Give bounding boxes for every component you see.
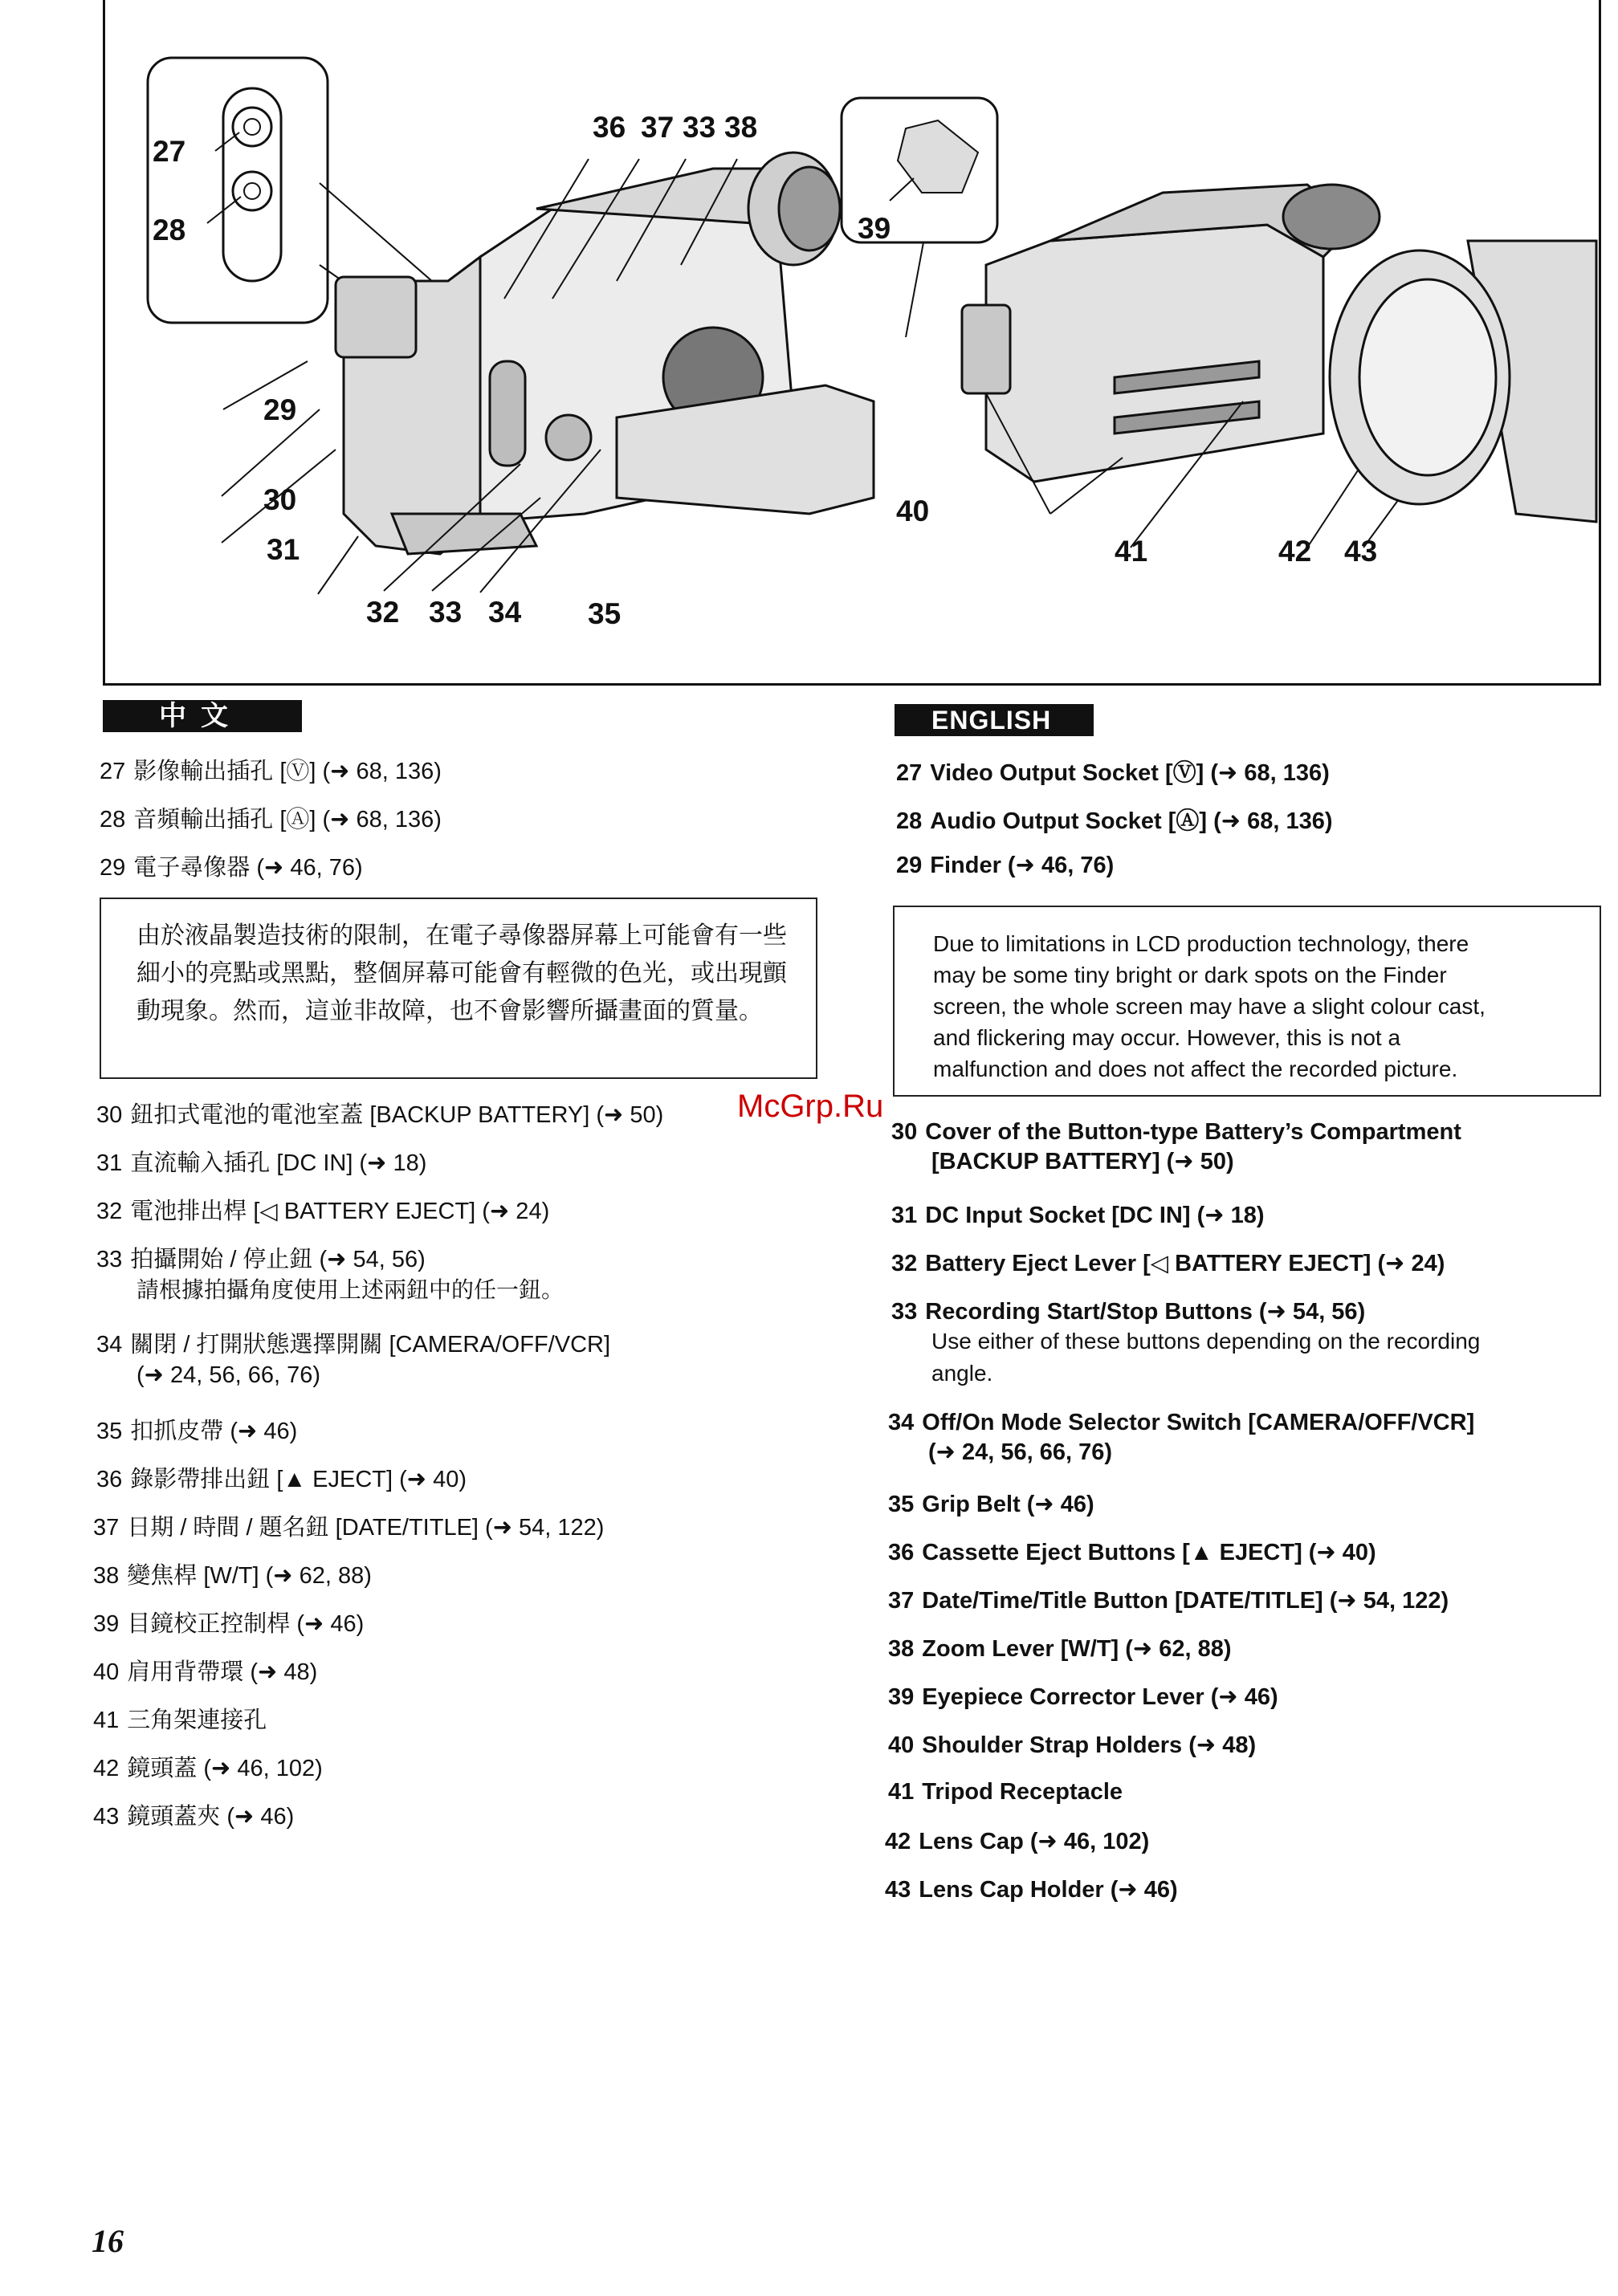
english-section-header: ENGLISH [895, 704, 1094, 736]
en-item-41: 41 Tripod Receptacle [888, 1779, 1123, 1805]
english-note-box [893, 906, 1601, 1097]
page-number: 16 [92, 2223, 124, 2259]
zh-item-38: 38 變焦桿 [W/T] (➜ 62, 88) [93, 1563, 372, 1589]
zh-item-29: 29 電子尋像器 (➜ 46, 76) [100, 855, 363, 881]
zh-item-36: 36 錄影帶排出鈕 [▲ EJECT] (➜ 40) [96, 1467, 467, 1492]
zh-item-27: 27 影像輸出插孔 [Ⓥ] (➜ 68, 136) [100, 759, 442, 784]
callout-42: 42 [1278, 535, 1312, 568]
zh-item-28: 28 音頻輸出插孔 [Ⓐ] (➜ 68, 136) [100, 807, 442, 833]
zh-item-40: 40 肩用背帶環 (➜ 48) [93, 1659, 318, 1685]
zh-item-37: 37 日期 / 時間 / 題名鈕 [DATE/TITLE] (➜ 54, 122) [93, 1515, 605, 1541]
callout-31: 31 [267, 533, 300, 566]
zh-item-33: 33 拍攝開始 / 停止鈕 (➜ 54, 56) 請根據拍攝角度使用上述兩鈕中的任一鈕。 [96, 1241, 564, 1306]
en-item-38: 38 Zoom Lever [W/T] (➜ 62, 88) [888, 1636, 1232, 1662]
callout-29: 29 [263, 393, 297, 426]
en-item-42: 42 Lens Cap (➜ 46, 102) [885, 1829, 1150, 1854]
zh-item-33-note: 請根據拍攝角度使用上述兩鈕中的任一鈕。 [137, 1277, 564, 1302]
en-item-34-cont: (➜ 24, 56, 66, 76) [928, 1439, 1113, 1465]
callout-43: 43 [1344, 535, 1378, 568]
callout-39: 39 [858, 212, 891, 245]
en-item-35: 35 Grip Belt (➜ 46) [888, 1492, 1094, 1517]
en-item-43: 43 Lens Cap Holder (➜ 46) [885, 1877, 1178, 1903]
zh-item-43: 43 鏡頭蓋夾 (➜ 46) [93, 1804, 295, 1830]
zh-item-41: 41 三角架連接孔 [93, 1708, 267, 1733]
en-item-30-cont: [BACKUP BATTERY] (➜ 50) [931, 1149, 1234, 1174]
english-note-line: may be some tiny bright or dark spots on the Finder [933, 963, 1447, 987]
en-item-30: 30 Cover of the Button-type Battery’s Compartment [BACKUP BATTERY] (➜ 50) [891, 1119, 1461, 1178]
en-item-32: 32 Battery Eject Lever [◁ BATTERY EJECT] (➜ 24) [891, 1251, 1445, 1276]
en-item-39: 39 Eyepiece Corrector Lever (➜ 46) [888, 1684, 1278, 1710]
callout-30: 30 [263, 483, 297, 516]
english-note-text [933, 928, 1575, 1085]
english-note-line: screen, the whole screen may have a slight colour cast, [933, 994, 1486, 1019]
callout-41: 41 [1115, 535, 1148, 568]
en-item-33-note-2: angle. [931, 1361, 993, 1386]
callout-27: 27 [153, 135, 186, 168]
callout-28: 28 [153, 214, 186, 246]
english-note-line: malfunction and does not affect the recorded picture. [933, 1056, 1458, 1081]
zh-item-39: 39 目鏡校正控制桿 (➜ 46) [93, 1611, 365, 1637]
zh-item-32: 32 電池排出桿 [◁ BATTERY EJECT] (➜ 24) [96, 1199, 550, 1224]
en-item-40: 40 Shoulder Strap Holders (➜ 48) [888, 1732, 1257, 1758]
callout-34: 34 [488, 596, 522, 629]
watermark: McGrp.Ru [737, 1089, 884, 1124]
callout-33: 33 [429, 596, 463, 629]
chinese-note-box [100, 898, 817, 1079]
camcorder-illustration [103, 0, 1601, 687]
en-item-27: 27 Video Output Socket [Ⓥ] (➜ 68, 136) [896, 760, 1330, 786]
chinese-note-text: 由於液晶製造技術的限制，在電子尋像器屏幕上可能會有一些細小的亮點或黑點，整個屏幕可能會有輕微的色光，或出現顫動現象。然而，這並非故障，也不會影響所攝畫面的質量。 [137, 922, 787, 1024]
en-item-36: 36 Cassette Eject Buttons [▲ EJECT] (➜ 40) [888, 1540, 1376, 1565]
callout-35: 35 [588, 597, 622, 630]
callout-38: 38 [724, 111, 758, 144]
en-item-28: 28 Audio Output Socket [Ⓐ] (➜ 68, 136) [896, 808, 1333, 834]
camcorder-left-view [336, 153, 874, 554]
lens-cap-view [1330, 241, 1596, 522]
en-item-33-note-1: Use either of these buttons depending on the recording [931, 1329, 1481, 1354]
en-item-31: 31 DC Input Socket [DC IN] (➜ 18) [891, 1203, 1265, 1228]
en-item-37: 37 Date/Time/Title Button [DATE/TITLE] (➜ 54, 122) [888, 1588, 1449, 1614]
zh-item-42: 42 鏡頭蓋 (➜ 46, 102) [93, 1756, 323, 1781]
zh-item-30: 30 鈕扣式電池的電池室蓋 [BACKUP BATTERY] (➜ 50) [96, 1102, 664, 1128]
callout-36: 36 [593, 111, 626, 144]
zh-item-35: 35 扣抓皮帶 (➜ 46) [96, 1419, 298, 1444]
chinese-section-header: 中文 [103, 700, 302, 732]
en-item-34: 34 Off/On Mode Selector Switch [CAMERA/OFF/VCR] (➜ 24, 56, 66, 76) [888, 1410, 1474, 1468]
camcorder-right-view [962, 185, 1380, 482]
zh-item-34-cont: (➜ 24, 56, 66, 76) [137, 1362, 321, 1388]
socket-inset [148, 58, 328, 323]
callout-37: 37 [641, 111, 675, 144]
english-note-line: Due to limitations in LCD production technology, there [933, 931, 1469, 956]
callout-33b: 33 [683, 111, 716, 144]
en-item-29: 29 Finder (➜ 46, 76) [896, 853, 1115, 878]
callout-40: 40 [896, 495, 930, 527]
zh-item-34: 34 關閉 / 打開狀態選擇開關 [CAMERA/OFF/VCR] (➜ 24, 56, 66, 76) [96, 1326, 610, 1391]
callout-32: 32 [366, 596, 400, 629]
english-note-line: and flickering may occur. However, this is not a [933, 1025, 1401, 1050]
en-item-33: 33 Recording Start/Stop Buttons (➜ 54, 56) Use either of these buttons depending on the recording angle. [891, 1297, 1480, 1390]
zh-item-31: 31 直流輸入插孔 [DC IN] (➜ 18) [96, 1150, 427, 1176]
